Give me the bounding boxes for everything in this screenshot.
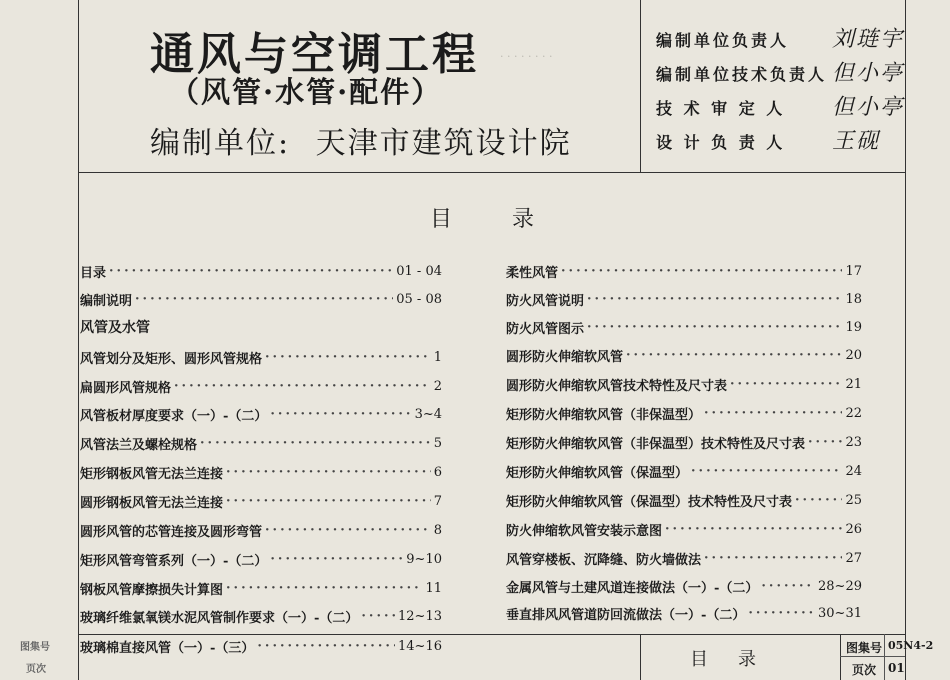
toc-item[interactable]: 矩形钢板风管无法兰连接 ····· 6: [80, 462, 442, 482]
header-bottom-line: [78, 172, 905, 173]
toc-item[interactable]: 风管法兰及螺栓规格 ····· 5: [80, 433, 442, 453]
role-reviewer: 技 术 审 定 人: [656, 99, 786, 118]
toc-item[interactable]: 防火风管图示 ····· 19: [506, 317, 862, 337]
titleblock-divider-2: [840, 634, 841, 680]
header-divider-line: [640, 0, 641, 172]
role-tech-head: 编制单位技术负责人: [656, 65, 828, 84]
titleblock-divider-1: [640, 634, 641, 680]
toc-item[interactable]: 圆形防火伸缩软风管技术特性及尺寸表 ····· 21: [506, 374, 862, 394]
toc-item[interactable]: 风管板材厚度要求（一）-（二） ····· 3~4: [80, 404, 442, 424]
toc-item[interactable]: 矩形防火伸缩软风管（非保温型）技术特性及尺寸表 ····· 23: [506, 432, 862, 452]
atlas-number-label: 图集号: [846, 641, 883, 655]
margin-note: 图集号: [20, 642, 50, 653]
toc-item[interactable]: 扁圆形风管规格 ····· 2: [80, 376, 442, 396]
toc-item[interactable]: 玻璃棉直接风管（一）-（三） ····· 14~16: [80, 636, 442, 656]
role-design-lead: 设 计 负 责 人: [656, 133, 786, 152]
toc-item[interactable]: 矩形防火伸缩软风管（非保温型） ····· 22: [506, 403, 862, 423]
page-title: 通风与空调工程: [150, 29, 479, 80]
page-subtitle: （风管·水管·配件）: [170, 75, 443, 109]
signature-reviewer: 但小亭: [832, 95, 905, 120]
toc-item[interactable]: 圆形防火伸缩软风管 ····· 20: [506, 345, 862, 365]
signature-design-lead: 王砚: [832, 129, 881, 154]
titleblock-mid-line: [840, 656, 905, 657]
toc-item[interactable]: 圆形风管的芯管连接及圆形弯管 ····· 8: [80, 520, 442, 540]
signature-unit-head: 刘琏宇: [832, 27, 905, 52]
page-number-label: 页次: [852, 663, 877, 677]
page-number: 01: [888, 661, 905, 675]
toc-item[interactable]: 风管划分及矩形、圆形风管规格 ····· 1: [80, 347, 442, 367]
contents-heading: 目录: [430, 207, 595, 232]
compiling-unit-name: 天津市建筑设计院: [315, 126, 572, 161]
toc-item[interactable]: 柔性风管 ····· 17: [506, 261, 862, 281]
toc-item[interactable]: 编制说明 ····· 05 - 08: [80, 289, 442, 309]
compiling-unit: [150, 118, 572, 162]
toc-item[interactable]: 矩形风管弯管系列（一）-（二） ····· 9~10: [80, 549, 442, 569]
toc-item[interactable]: 金属风管与土建风道连接做法（一）-（二） ····· 28~29: [506, 576, 862, 596]
margin-note: 页次: [26, 664, 46, 675]
bleed-through-text: · · · · · · · ·: [500, 50, 553, 63]
toc-item[interactable]: 钢板风管摩擦损失计算图 ····· 11: [80, 578, 442, 598]
frame-left-line: [78, 0, 79, 680]
atlas-number: 05N4-2: [888, 639, 934, 652]
toc-item[interactable]: 防火风管说明 ····· 18: [506, 289, 862, 309]
toc-section-heading: 风管及水管: [80, 320, 150, 336]
toc-item[interactable]: 圆形钢板风管无法兰连接 ····· 7: [80, 491, 442, 511]
frame-right-line: [905, 0, 906, 680]
toc-item[interactable]: 矩形防火伸缩软风管（保温型） ····· 24: [506, 461, 862, 481]
toc-item[interactable]: 玻璃纤维氯氧镁水泥风管制作要求（一）-（二） ····· 12~13: [80, 606, 442, 626]
titleblock-top-line: [78, 634, 905, 635]
toc-item[interactable]: 风管穿楼板、沉降缝、防火墙做法 ····· 27: [506, 548, 862, 568]
toc-item[interactable]: 矩形防火伸缩软风管（保温型）技术特性及尺寸表 ····· 25: [506, 490, 862, 510]
titleblock-divider-3: [884, 634, 885, 680]
toc-item[interactable]: 目录 ····· 01 - 04: [80, 261, 442, 281]
signature-tech-head: 但小亭: [832, 61, 905, 86]
role-unit-head: 编制单位负责人: [656, 31, 790, 50]
toc-item[interactable]: 垂直排风风管道防回流做法（一）-（二） ····· 30~31: [506, 603, 862, 623]
compiling-unit-label: 编制单位:: [150, 126, 291, 161]
titleblock-sheet-title: 目录: [690, 649, 786, 670]
toc-item[interactable]: 防火伸缩软风管安装示意图 ····· 26: [506, 519, 862, 539]
